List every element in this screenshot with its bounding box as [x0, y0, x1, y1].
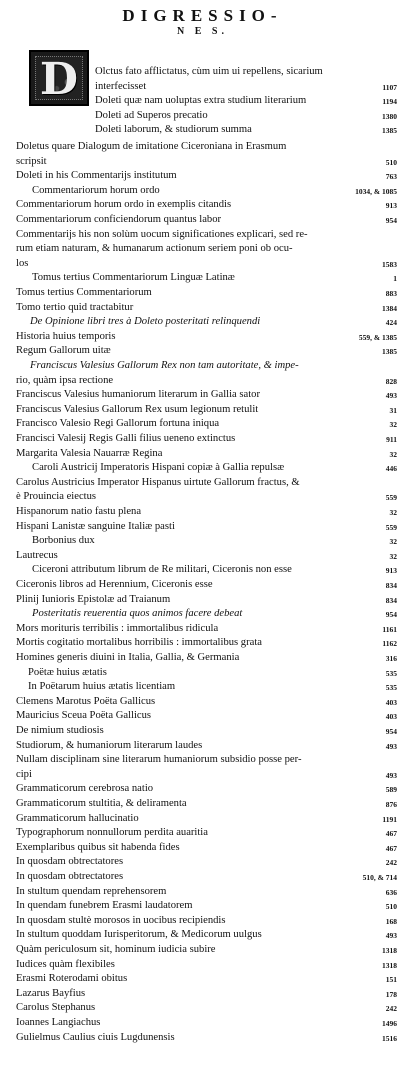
index-entry: In quosdam stultè morosos in uocibus recipiendis — [16, 914, 226, 926]
page-reference: 467 — [385, 843, 397, 853]
page-reference: 1318 — [382, 960, 397, 970]
page-reference: 178 — [385, 989, 397, 999]
index-entry: Typographorum nonnullorum perdita auaritia — [16, 827, 208, 839]
index-entry: Tomo tertio quid tractabitur — [16, 301, 134, 313]
page-reference: 168 — [385, 916, 397, 926]
index-entry: Studiorum, & humaniorum literarum laudes — [16, 739, 203, 751]
index-entry: De Opinione libri tres à Doleto posteritati relinquendi — [30, 316, 261, 328]
index-entry: De nimium studiosis — [16, 725, 104, 736]
index-entry: rio, quàm ipsa rectione — [16, 374, 114, 386]
page-reference: 1516 — [382, 1033, 397, 1043]
page-reference: 493 — [385, 931, 397, 941]
page-reference: 424 — [385, 318, 397, 328]
page-reference: 876 — [385, 800, 397, 809]
index-entry: los — [16, 257, 29, 269]
initial-letter: D — [39, 54, 79, 105]
page-title: DIGRESSIO- — [122, 6, 283, 25]
page-reference: 913 — [385, 201, 397, 211]
index-entry: Francisco Valesio Regi Gallorum fortuna iniqua — [16, 418, 220, 430]
page-reference: 535 — [385, 668, 397, 678]
page-reference: 1385 — [382, 126, 397, 136]
index-entry: Mauricius Sceua Poëta Gallicus — [16, 710, 152, 722]
index-entry: Margarita Valesia Nauarræ Regina — [16, 447, 163, 459]
index-entry: Francisci Valesij Regis Galli filius ueneno extinctus — [16, 433, 236, 444]
index-entry: Iudices quàm flexibiles — [16, 958, 115, 970]
page-reference: 510 — [385, 157, 397, 167]
page-reference: 1034, & 1085 — [355, 186, 397, 196]
index-entry: cipi — [16, 768, 32, 780]
page-reference: 467 — [385, 829, 397, 839]
index-entry: Grammaticorum hallucinatio — [16, 812, 139, 824]
index-entry: Exemplaribus quibus sit habenda fides — [16, 841, 180, 853]
page-reference: 636 — [385, 887, 397, 897]
index-entry: Grammaticorum cerebrosa natio — [16, 783, 154, 795]
page-reference: 493 — [385, 770, 397, 780]
index-entry: Carolus Stephanus — [16, 1002, 96, 1014]
page-reference: 559 — [385, 493, 397, 503]
index-entry: Franciscus Valesius Gallorum Rex usum legionum retulit — [16, 403, 259, 415]
index-entry: Borbonius dux — [32, 535, 95, 547]
index-entry: In stultum quendam reprehensorem — [16, 885, 167, 897]
page-reference: 954 — [385, 216, 397, 225]
page-reference: 954 — [385, 610, 397, 620]
page-reference: 1318 — [382, 946, 397, 955]
index-entry: Caroli Austricij Imperatoris Hispani copiæ à Gallia repulsæ — [32, 462, 285, 474]
index-entry: Carolus Austricius Imperator Hispanus uirtute Gallorum fractus, & — [16, 476, 300, 488]
page-reference: 559 — [385, 522, 397, 532]
index-entry: Franciscus Valesius humaniorum literarum in Gallia sator — [16, 389, 260, 401]
index-entry: Plinij Iunioris Epistolæ ad Traianum — [16, 593, 171, 605]
index-entry: Erasmi Roterodami obitus — [16, 973, 128, 985]
page-reference: 763 — [385, 172, 397, 182]
index-entry: In quosdam obtrectatores — [16, 871, 124, 882]
page-reference: 1583 — [382, 259, 397, 269]
index-entry: Mors morituris terribilis : immortalibus ridicula — [16, 622, 219, 634]
page-reference: 151 — [385, 975, 397, 985]
index-entry: Doleti ad Superos precatio — [95, 109, 208, 121]
page-reference: 403 — [385, 712, 397, 722]
index-entry: Nullam disciplinam sine literarum humaniorum subsidio posse per- — [16, 754, 302, 766]
page-reference: 32 — [389, 508, 397, 517]
index-entry: Doleti quæ nam uoluptas extra studium literarium — [95, 95, 307, 107]
page-reference: 403 — [385, 697, 397, 707]
page-reference: 242 — [385, 858, 397, 868]
page-reference: 559, & 1385 — [358, 332, 397, 342]
page-reference: 954 — [385, 727, 397, 736]
index-entry: Commentariorum conficiendorum quantus labor — [16, 214, 222, 225]
page-reference: 510, & 714 — [362, 873, 397, 882]
page-reference: 834 — [385, 595, 397, 605]
index-entry: Tomus tertius Commentariorum — [16, 287, 152, 298]
page-reference: 535 — [385, 683, 397, 693]
index-entry: In quendam funebrem Erasmi laudatorem — [16, 900, 193, 912]
index-entry: Doletus quare Dialogum de imitatione Ciceroniana in Erasmum — [16, 141, 287, 152]
page-reference: 883 — [385, 289, 397, 298]
index-entry: Doleti in his Commentarijs institutum — [16, 170, 177, 182]
page-reference: 1194 — [382, 97, 397, 107]
page-reference: 446 — [385, 464, 397, 474]
index-entry: Ciceronis libros ad Herennium, Ciceronis esse — [16, 579, 213, 590]
index-entry: Ciceroni attributum librum de Re militari, Ciceronis non esse — [32, 564, 292, 576]
index-entry: Regum Gallorum uitæ — [16, 345, 111, 357]
index-entry: In Poëtarum huius ætatis licentiam — [28, 681, 176, 693]
page-reference: 493 — [385, 741, 397, 751]
page-reference: 316 — [385, 654, 397, 663]
index-entry: Olctus fato afflictatus, cùm uim ui repellens, sicarium — [95, 66, 323, 77]
index-entry: Commentariorum horum ordo — [32, 184, 160, 196]
index-entry: Ioannes Langiachus — [16, 1017, 101, 1028]
index-entry: è Prouincia eiectus — [16, 491, 97, 503]
page-reference: 589 — [385, 785, 397, 795]
index-entry: Franciscus Valesius Gallorum Rex non tam autoritate, & impe- — [30, 360, 299, 371]
index-entry: Lautrecus — [16, 549, 58, 561]
index-entry: Quàm periculosum sit, hominum iudicia subire — [16, 944, 216, 955]
page-reference: 242 — [385, 1004, 397, 1014]
index-entry: Commentarijs his non solùm uocum significationes explicari, sed re- — [16, 228, 308, 240]
page-reference: 913 — [385, 566, 397, 576]
index-entry: interfecisset — [95, 80, 147, 92]
page-reference: 1384 — [382, 303, 397, 313]
index-entry: Tomus tertius Commentariorum Linguæ Latinæ — [32, 272, 235, 284]
page-reference: 1107 — [382, 82, 397, 92]
index-entry: Commentariorum horum ordo in exemplis citandis — [16, 199, 232, 211]
index-entry: Doleti laborum, & studiorum summa — [95, 124, 252, 136]
page-reference: 1496 — [382, 1019, 397, 1028]
page-reference: 32 — [389, 551, 397, 561]
index-entry: Gulielmus Caulius ciuis Lugdunensis — [16, 1031, 175, 1043]
page-reference: 31 — [389, 405, 397, 415]
page-reference: 1385 — [382, 347, 397, 357]
page-reference: 911 — [386, 435, 397, 444]
index-entry: Mortis cogitatio mortalibus horribilis : immortalibus grata — [16, 637, 262, 649]
index-entry: Hispanorum natio fastu plena — [16, 506, 142, 517]
index-entry: Grammaticorum stultitia, & deliramenta — [16, 798, 187, 809]
index-entry: Historia huius temporis — [16, 330, 116, 342]
page-reference: 1162 — [382, 639, 397, 649]
index-entry: In quosdam obtrectatores — [16, 856, 124, 868]
page-reference: 32 — [389, 420, 397, 430]
page-reference: 493 — [385, 391, 397, 401]
index-entry: Posteritatis reuerentia quos animos facere debeat — [32, 608, 243, 620]
page-reference: 32 — [389, 449, 397, 459]
page-reference: 828 — [385, 376, 397, 386]
index-entry: Poëtæ huius ætatis — [28, 666, 107, 678]
page-reference: 834 — [385, 581, 397, 590]
index-entry: Homines generis diuini in Italia, Gallia, & Germania — [16, 652, 240, 663]
index-entry: Clemens Marotus Poëta Gallicus — [16, 695, 156, 707]
index-entry: Lazarus Bayfius — [16, 987, 86, 999]
page-reference: 32 — [389, 537, 397, 547]
index-entry: scripsit — [16, 155, 47, 167]
page-reference: 1161 — [382, 624, 397, 634]
index-entry: rum etiam naturam, & humanarum actionum seriem poni ob ocu- — [16, 243, 293, 255]
index-entry: Hispani Lanistæ sanguine Italiæ pasti — [16, 520, 175, 532]
page-reference: 1380 — [382, 111, 397, 121]
page-reference: 1191 — [382, 814, 397, 824]
page-reference: 510 — [385, 902, 397, 912]
page-subtitle: N E S. — [177, 26, 228, 37]
index-entry: In stultum quoddam Iurisperitorum, & Medicorum uulgus — [16, 929, 262, 941]
page-reference: 1 — [393, 274, 397, 284]
